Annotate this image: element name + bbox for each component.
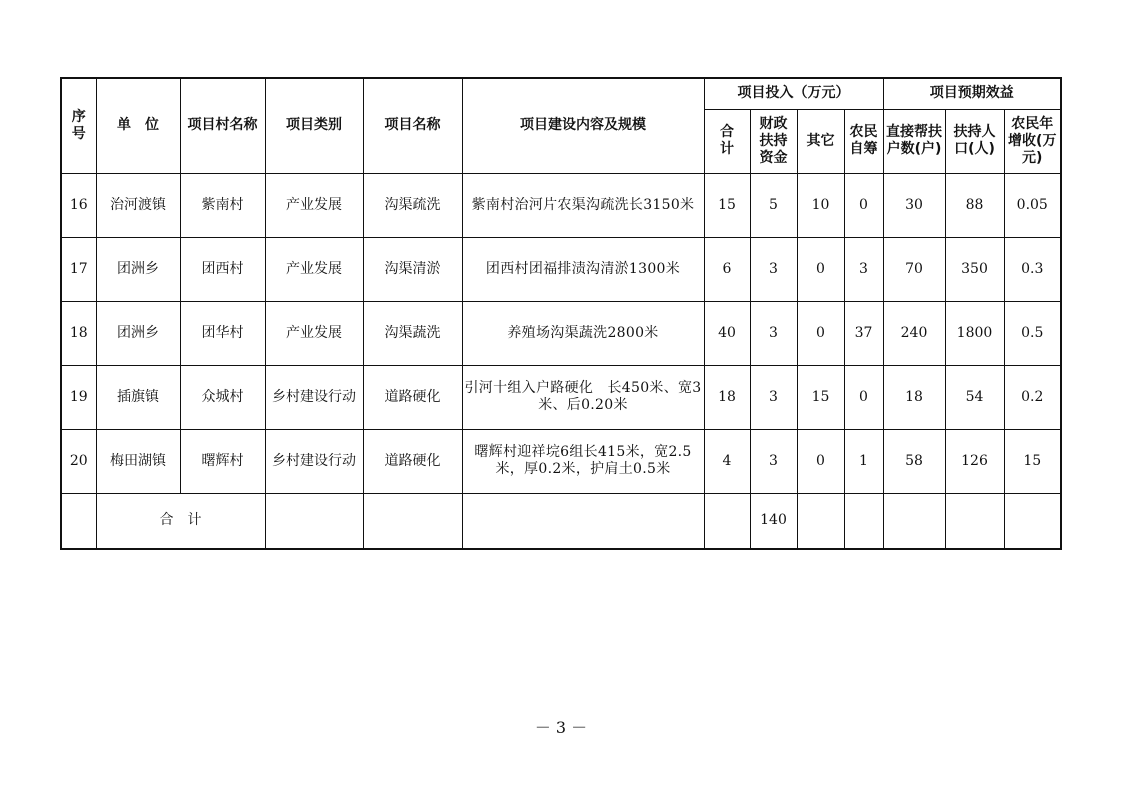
header-people [945,109,1004,173]
cell-fiscal: 5 [750,173,797,237]
cell-fiscal: 3 [750,237,797,301]
cell-category: 产业发展 [265,173,363,237]
cell-other: 0 [797,429,844,493]
cell-households: 30 [883,173,945,237]
cell-income: 0.05 [1004,173,1061,237]
cell-category: 乡村建设行动 [265,365,363,429]
cell-total: 18 [704,365,750,429]
cell-project-name: 沟渠清淤 [363,237,462,301]
cell-self-raised: 3 [844,237,883,301]
cell-content: 紫南村治河片农渠沟疏洗长3150米 [462,173,704,237]
total-people-cell [945,493,1004,549]
cell-people: 350 [945,237,1004,301]
cell-unit: 治河渡镇 [96,173,180,237]
header-category: 项目类别 [265,78,363,173]
header-other: 其它 [797,109,844,173]
cell-project-name: 沟渠蔬洗 [363,301,462,365]
total-content-cell [462,493,704,549]
cell-unit: 团洲乡 [96,301,180,365]
cell-unit: 插旗镇 [96,365,180,429]
header-income-label: 农民年增收(万元) [1008,115,1057,166]
cell-other: 15 [797,365,844,429]
cell-income: 15 [1004,429,1061,493]
header-project-name: 项目名称 [363,78,462,173]
cell-people: 1800 [945,301,1004,365]
cell-unit: 团洲乡 [96,237,180,301]
total-category-cell [265,493,363,549]
cell-unit: 梅田湖镇 [96,429,180,493]
header-total [704,109,750,173]
cell-self-raised: 0 [844,365,883,429]
table-row [61,173,1061,237]
table-row [61,365,1061,429]
cell-other: 0 [797,237,844,301]
cell-seq: 20 [61,429,96,493]
cell-households: 240 [883,301,945,365]
cell-households: 18 [883,365,945,429]
page-number: － 3 － [534,718,588,737]
cell-project-name: 道路硬化 [363,365,462,429]
cell-people: 54 [945,365,1004,429]
total-self-cell [844,493,883,549]
total-other-cell [797,493,844,549]
project-table [60,77,1062,550]
header-row-1 [61,78,1061,109]
header-households-label: 直接帮扶户数(户) [886,124,942,157]
cell-village: 曙辉村 [180,429,265,493]
cell-fiscal: 3 [750,365,797,429]
cell-self-raised: 37 [844,301,883,365]
cell-households: 58 [883,429,945,493]
total-households-cell [883,493,945,549]
total-fiscal: 140 [750,493,797,549]
cell-project-name: 道路硬化 [363,429,462,493]
cell-village: 众城村 [180,365,265,429]
total-total-cell [704,493,750,549]
cell-total: 15 [704,173,750,237]
cell-self-raised: 0 [844,173,883,237]
cell-other: 0 [797,301,844,365]
cell-people: 88 [945,173,1004,237]
total-row [61,493,1061,549]
cell-village: 团西村 [180,237,265,301]
cell-total: 4 [704,429,750,493]
cell-content: 养殖场沟渠蔬洗2800米 [462,301,704,365]
cell-village: 紫南村 [180,173,265,237]
cell-other: 10 [797,173,844,237]
cell-project-name: 沟渠疏洗 [363,173,462,237]
header-seq [61,78,96,173]
total-name-cell [363,493,462,549]
header-seq-label: 序号 [71,108,86,142]
table-row [61,301,1061,365]
total-seq-cell [61,493,96,549]
cell-seq: 19 [61,365,96,429]
header-people-label: 扶持人口(人) [953,124,996,157]
cell-income: 0.5 [1004,301,1061,365]
cell-total: 6 [704,237,750,301]
cell-category: 产业发展 [265,237,363,301]
header-households [883,109,945,173]
header-income [1004,109,1061,173]
cell-income: 0.3 [1004,237,1061,301]
total-label: 合 计 [96,493,265,549]
cell-category: 产业发展 [265,301,363,365]
header-self-raised [844,109,883,173]
header-self-raised-label: 农民自筹 [849,124,878,157]
header-investment-group: 项目投入（万元） [704,78,883,109]
cell-content: 曙辉村迎祥垸6组长415米，宽2.5米，厚0.2米，护肩土0.5米 [462,429,704,493]
header-village: 项目村名称 [180,78,265,173]
cell-content: 团西村团福排渍沟清淤1300米 [462,237,704,301]
table-row [61,237,1061,301]
cell-seq: 17 [61,237,96,301]
cell-households: 70 [883,237,945,301]
cell-people: 126 [945,429,1004,493]
header-total-label: 合计 [720,124,734,157]
table-row [61,429,1061,493]
cell-self-raised: 1 [844,429,883,493]
cell-village: 团华村 [180,301,265,365]
cell-fiscal: 3 [750,301,797,365]
cell-content: 引河十组入户路硬化 长450米、宽3米、后0.20米 [462,365,704,429]
header-unit: 单 位 [96,78,180,173]
header-fiscal-label: 财政扶持资金 [759,115,788,166]
header-content: 项目建设内容及规模 [462,78,704,173]
cell-fiscal: 3 [750,429,797,493]
header-benefit-group: 项目预期效益 [883,78,1061,109]
cell-seq: 16 [61,173,96,237]
cell-income: 0.2 [1004,365,1061,429]
header-fiscal [750,109,797,173]
cell-total: 40 [704,301,750,365]
cell-seq: 18 [61,301,96,365]
total-income-cell [1004,493,1061,549]
cell-category: 乡村建设行动 [265,429,363,493]
